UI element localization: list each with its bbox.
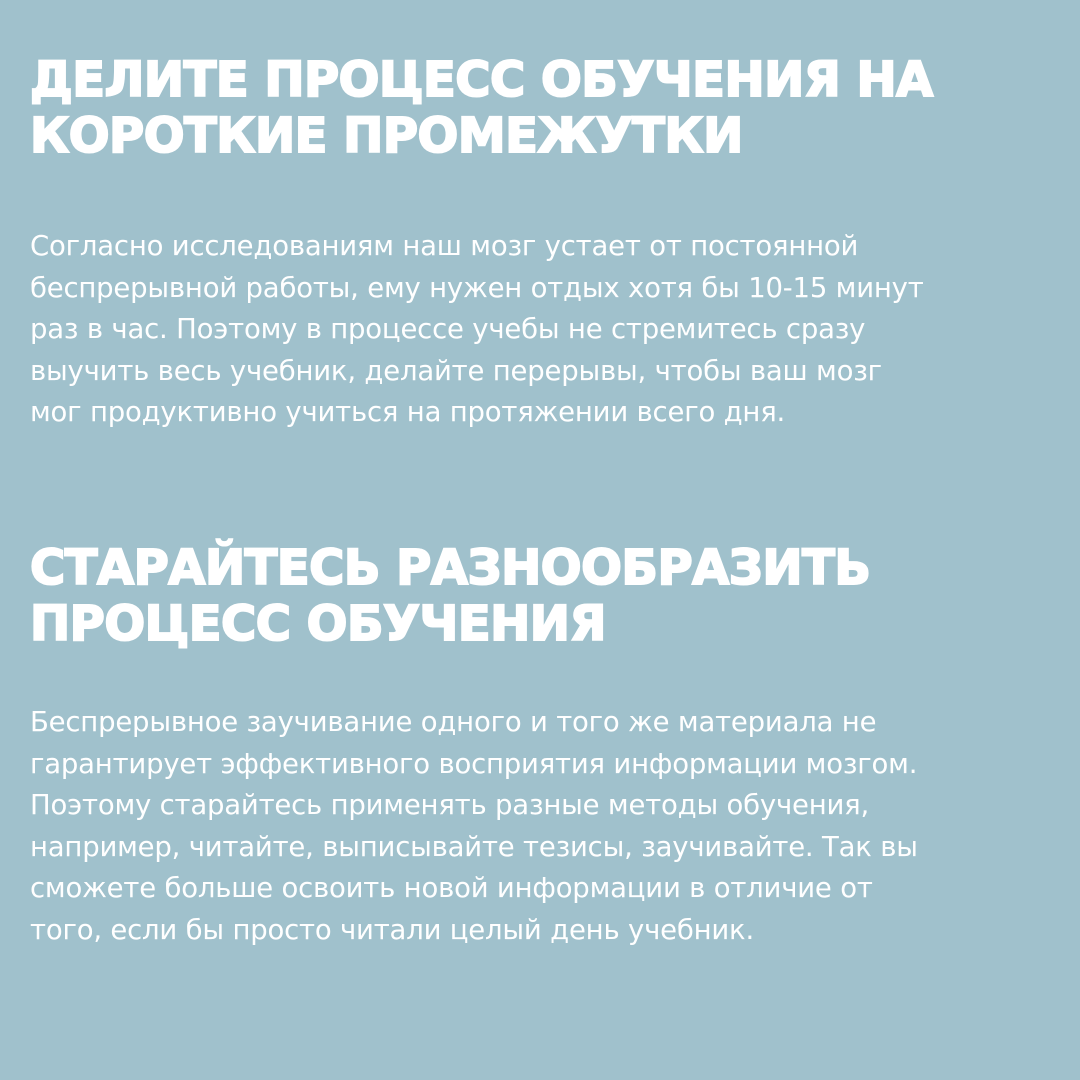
tip-section-diversify-learning	[30, 540, 1060, 951]
section-body-text: Согласно исследованиям наш мозг устает от постоянной беспрерывной работы, ему нужен отдых хотя бы 10-15 минут раз в час. Поэтому в процессе учебы не стремитесь сразу выучить весь учебник, делайте перерывы, чтобы ваш мозг мог продуктивно учиться на протяжении всего дня.	[30, 230, 924, 428]
section-body-text: Беспрерывное заучивание одного и того же материала не гарантирует эффективного восприятия информации мозгом. Поэтому старайтесь применять разные методы обучения, например, читайте, выписывайте тезисы, заучивайте. Так вы сможете больше освоить новой информации в отличие от того, если бы просто читали целый день учебник.	[30, 706, 918, 946]
section-heading: СТАРАЙТЕСЬ РАЗНООБРАЗИТЬ ПРОЦЕСС ОБУЧЕНИЯ	[30, 540, 871, 652]
section-heading: ДЕЛИТЕ ПРОЦЕСС ОБУЧЕНИЯ НА КОРОТКИЕ ПРОМЕЖУТКИ	[30, 52, 933, 164]
tip-section-short-intervals	[30, 52, 1060, 434]
